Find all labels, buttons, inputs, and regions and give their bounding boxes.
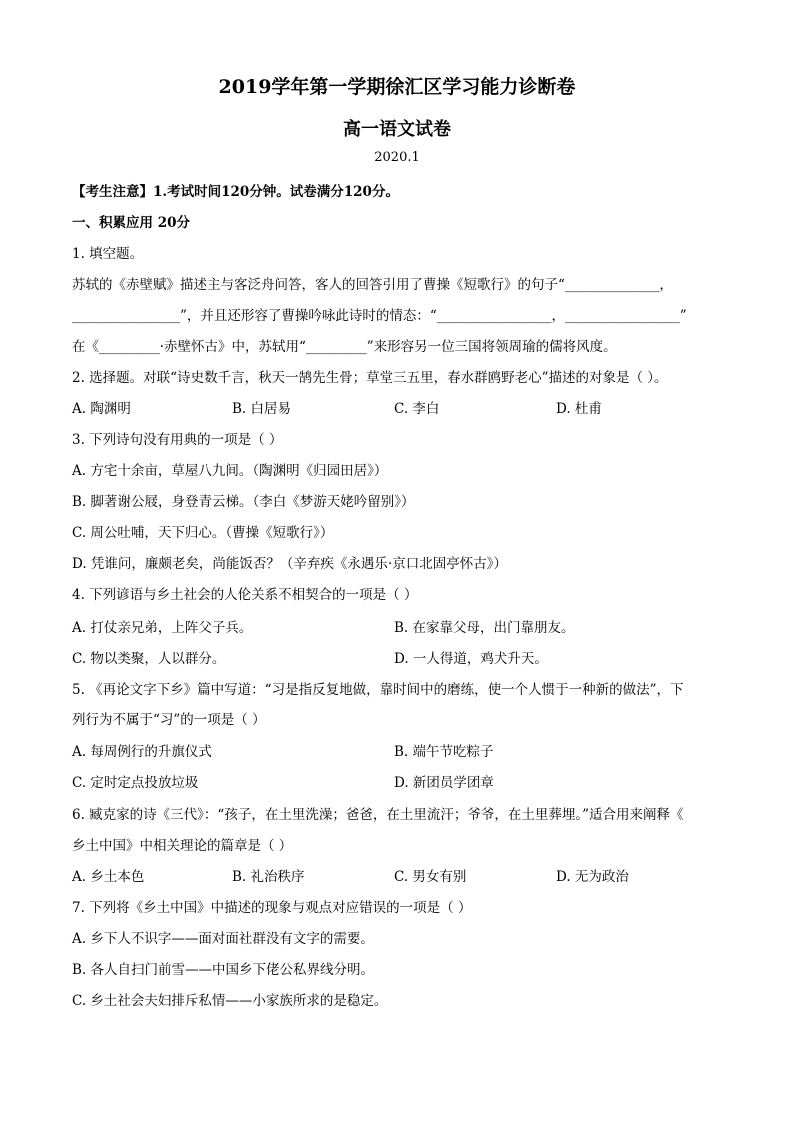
q3-title: 3. 下列诗句没有用典的一项是（ ）: [72, 432, 283, 448]
q7-option-b: B. 各人自扫门前雪——中国乡下佬公私界线分明。: [72, 962, 375, 978]
q4-title: 4. 下列谚语与乡土社会的人伦关系不相契合的一项是（ ）: [72, 587, 418, 603]
exam-subtitle: 高一语文试卷: [343, 119, 451, 140]
q2-option-d: D. 杜甫: [556, 401, 602, 417]
q3-option-b: B. 脚著谢公屐，身登青云梯。（李白《梦游天姥吟留别》）: [72, 494, 415, 510]
q3-option-a: A. 方宅十余亩，草屋八九间。（陶渊明《归园田居》）: [72, 463, 388, 479]
q5-option-b: B. 端午节吃粽子: [394, 744, 494, 760]
q1-line2: ________________”，并且还形容了曹操吟咏此诗时的情态：“_________________，_________________”: [72, 308, 687, 324]
q5-option-a: A. 每周例行的升旗仪式: [72, 744, 212, 760]
exam-title: 2019学年第一学期徐汇区学习能力诊断卷: [218, 76, 576, 98]
q6-option-b: B. 礼治秩序: [232, 869, 305, 885]
q5-option-c: C. 定时定点投放垃圾: [72, 775, 199, 791]
q2-option-a: A. 陶渊明: [72, 401, 131, 417]
q7-title: 7. 下列将《乡土中国》中描述的现象与观点对应错误的一项是（ ）: [72, 900, 472, 916]
q5-line1: 5. 《再论文字下乡》篇中写道：“习是指反复地做，靠时间中的磨练，使一个人惯于一种新的做法”，下: [72, 682, 684, 698]
exam-date: 2020.1: [374, 150, 420, 165]
q1-title: 1. 填空题。: [72, 246, 144, 262]
q6-option-c: C. 男女有别: [394, 869, 467, 885]
q6-option-d: D. 无为政治: [556, 869, 629, 885]
q6-line1: 6. 臧克家的诗《三代》：“孩子，在土里洗澡；爸爸，在土里流汗；爷爷，在土里葬埋。”适合用来阐释《: [72, 807, 684, 823]
q4-option-c: C. 物以类聚，人以群分。: [72, 651, 226, 667]
q4-option-a: A. 打仗亲兄弟，上阵父子兵。: [72, 620, 253, 636]
q1-line3: 在《_________·赤壁怀古》中，苏轼用“_________”来形容另一位三国将领周瑜的儒将风度。: [72, 339, 617, 355]
q1-line1: 苏轼的《赤壁赋》描述主与客泛舟问答，客人的回答引用了曹操《短歌行》的句子“______________，: [72, 277, 673, 293]
section-heading: 一、积累应用 20分: [72, 215, 190, 231]
q3-option-c: C. 周公吐哺，天下归心。（曹操《短歌行》）: [72, 525, 334, 541]
q2-title: 2. 选择题。对联“诗史数千言，秋天一鹄先生骨；草堂三五里，春水群鸥野老心”描述的对象是（ ）。: [72, 370, 668, 386]
q4-option-b: B. 在家靠父母，出门靠朋友。: [394, 620, 575, 636]
q2-option-b: B. 白居易: [232, 401, 292, 417]
q7-option-a: A. 乡下人不识字——面对面社群没有文字的需要。: [72, 931, 374, 947]
q2-option-c: C. 李白: [394, 401, 440, 417]
q6-line2: 乡土中国》中相关理论的篇章是（ ）: [72, 838, 293, 854]
q7-option-c: C. 乡土社会夫妇排斥私情——小家族所求的是稳定。: [72, 993, 388, 1009]
q4-option-d: D. 一人得道，鸡犬升天。: [394, 651, 548, 667]
notice: 【考生注意】1.考试时间120分钟。试卷满分120分。: [72, 184, 399, 200]
q3-option-d: D. 凭谁问，廉颇老矣，尚能饭否？（辛弃疾《永遇乐·京口北固亭怀古》）: [72, 556, 507, 572]
q6-option-a: A. 乡土本色: [72, 869, 145, 885]
q5-option-d: D. 新团员学团章: [394, 775, 494, 791]
q5-line2: 列行为不属于“习”的一项是（ ）: [72, 712, 266, 728]
